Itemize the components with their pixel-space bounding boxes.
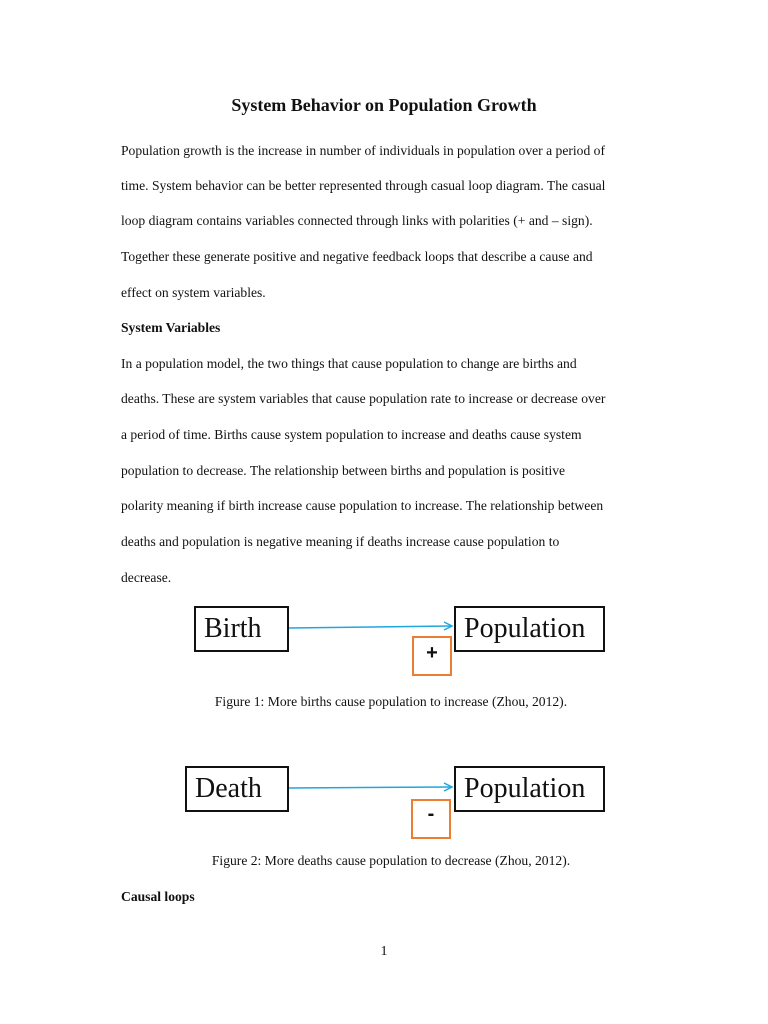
section-heading-causal-loops: Causal loops: [121, 889, 195, 904]
birth-node-label: Birth: [204, 613, 262, 644]
paragraph2-line-5: polarity meaning if birth increase cause population to increase. The relationship between: [121, 498, 604, 513]
figure-2-caption: Figure 2: More deaths cause population to decrease (Zhou, 2012).: [211, 853, 571, 868]
section-heading-system-variables: System Variables: [121, 320, 221, 335]
positive-polarity-sign: +: [412, 636, 452, 676]
population-node-2: [454, 766, 605, 812]
paragraph2-line-2: deaths. These are system variables that cause population rate to increase or decrease over: [121, 391, 606, 406]
death-node-label: Death: [195, 773, 262, 804]
paragraph1-line-4: Together these generate positive and negative feedback loops that describe a cause and: [121, 249, 593, 264]
figure-1-caption: Figure 1: More births cause population to increase (Zhou, 2012).: [214, 694, 568, 709]
paragraph2-line-3: a period of time. Births cause system population to increase and deaths cause system: [121, 427, 582, 442]
paragraph1-line-5: effect on system variables.: [121, 285, 266, 300]
paragraph2-line-6: deaths and population is negative meaning if deaths increase cause population to: [121, 534, 560, 549]
population-node-2-label: Population: [464, 773, 586, 804]
birth-to-population-arrow: [289, 619, 455, 635]
population-node-1-label: Population: [464, 613, 586, 644]
paragraph1-line-3: loop diagram contains variables connected through links with polarities (+ and – sign).: [121, 213, 593, 228]
paragraph2-line-7: decrease.: [121, 570, 172, 585]
paragraph2-line-4: population to decrease. The relationship between births and population is positive: [121, 463, 566, 478]
paragraph1-line-2: time. System behavior can be better represented through casual loop diagram. The casual: [121, 178, 606, 193]
death-node: [185, 766, 289, 812]
paragraph1-line-1: Population growth is the increase in number of individuals in population over a period of: [121, 143, 605, 158]
page-number: 1: [380, 944, 388, 959]
document-title: System Behavior on Population Growth: [231, 95, 537, 115]
population-node-1: [454, 606, 605, 652]
birth-node: [194, 606, 289, 652]
negative-polarity-sign: -: [411, 799, 451, 839]
death-to-population-arrow: [289, 779, 455, 795]
paragraph2-line-1: In a population model, the two things that cause population to change are births and: [121, 356, 577, 371]
